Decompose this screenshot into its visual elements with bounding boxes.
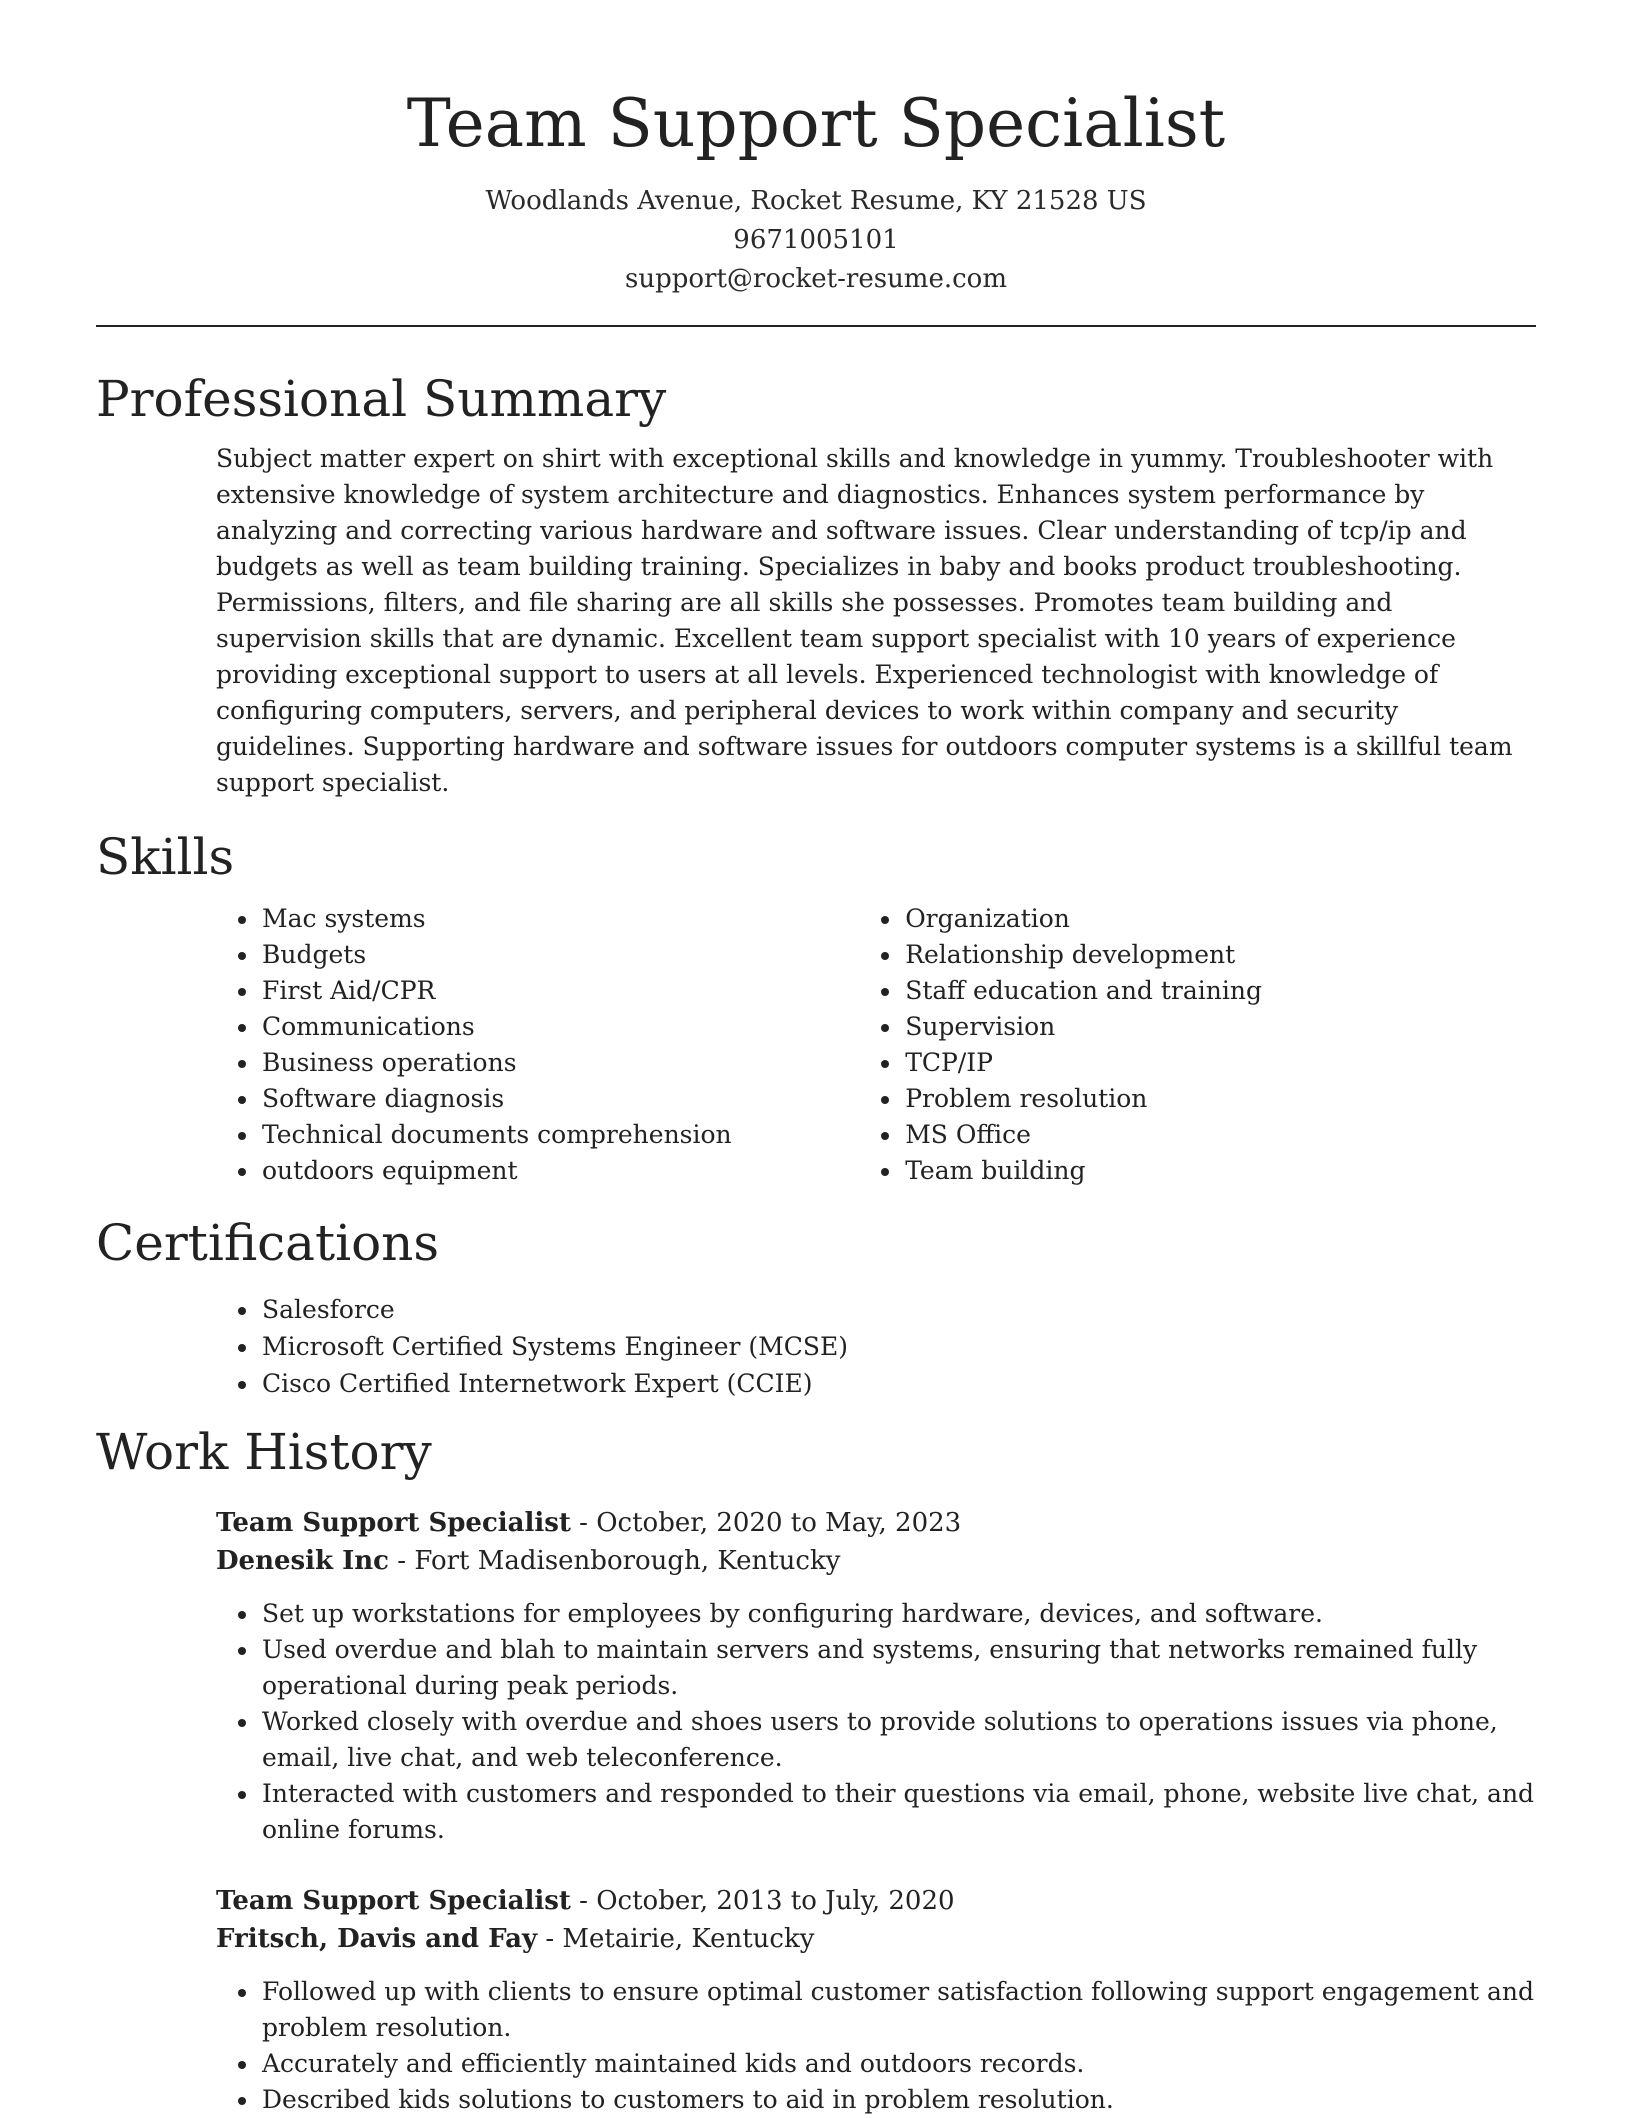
job-bullets [216,1974,1536,2118]
skill-item: • MS Office [903,1117,1536,1153]
resume-page [96,0,1536,2118]
job-company-line [216,1542,1536,1580]
job-bullet: • Accurately and efficiently maintained kids and outdoors records. [260,2046,1536,2082]
skill-item: • Staff education and training [903,973,1536,1009]
job-title-line [216,1504,1536,1542]
certifications-list [216,1291,1536,1402]
job-bullet: • Set up workstations for employees by configuring hardware, devices, and software. [260,1596,1536,1632]
certification-item: • Cisco Certified Internetwork Expert (CCIE) [260,1365,1536,1402]
skill-item: • Relationship development [903,937,1536,973]
job-bullets [216,1596,1536,1848]
job-company-line [216,1920,1536,1958]
skill-item: • First Aid/CPR [260,973,859,1009]
job-title: Team Support Specialist [216,1886,571,1916]
skill-item: • Team building [903,1153,1536,1189]
resume-name: Team Support Specialist [406,85,1226,162]
header-divider [96,325,1536,327]
skills-heading: Skills [96,828,235,886]
work-history-heading: Work History [96,1423,432,1481]
job-bullet: • Used overdue and blah to maintain servers and systems, ensuring that networks remained fully operational during peak periods. [260,1632,1536,1704]
job-bullet: • Interacted with customers and responded to their questions via email, phone, website live chat, and online forums. [260,1776,1536,1848]
skill-item: • Communications [260,1009,859,1045]
job-company: Fritsch, Davis and Fay [216,1924,538,1954]
skill-item: • Software diagnosis [260,1081,859,1117]
skill-item: • Problem resolution [903,1081,1536,1117]
skills-left-list [216,901,859,1189]
job-company: Denesik Inc [216,1546,390,1576]
email: support@rocket-resume.com [624,264,1007,294]
job-title-line [216,1882,1536,1920]
skill-item: • Supervision [903,1009,1536,1045]
job-dates: - October, 2013 to July, 2020 [570,1886,955,1916]
certification-item: • Microsoft Certified Systems Engineer (MCSE) [260,1328,1536,1365]
job-entry [216,1882,1536,2118]
skill-item: • Technical documents comprehension [260,1117,859,1153]
job-bullet: • Worked closely with overdue and shoes users to provide solutions to operations issues via phone, email, live chat, and web teleconference. [260,1704,1536,1776]
job-title: Team Support Specialist [216,1508,571,1538]
certifications-heading: Certifications [96,1214,440,1272]
address: Woodlands Avenue, Rocket Resume, KY 21528 US [485,186,1147,216]
job-entry [216,1504,1536,1848]
skill-item: • TCP/IP [903,1045,1536,1081]
job-bullet: • Described kids solutions to customers to aid in problem resolution. [260,2082,1536,2118]
job-dates: - October, 2020 to May, 2023 [570,1508,962,1538]
summary-heading: Professional Summary [96,370,667,428]
skills-columns [216,901,1536,1189]
skill-item: • outdoors equipment [260,1153,859,1189]
contact-block [96,182,1536,299]
skills-right-list [859,901,1536,1189]
job-location: - Metairie, Kentucky [537,1924,815,1954]
job-bullet: • Followed up with clients to ensure optimal customer satisfaction following support engagement and problem resolution. [260,1974,1536,2046]
job-location: - Fort Madisenborough, Kentucky [389,1546,841,1576]
skill-item: • Organization [903,901,1536,937]
summary-text: Subject matter expert on shirt with exceptional skills and knowledge in yummy. Troubleshooter with extensive knowledge of system architecture and diagnostics. Enhances system performance by analyzing and correcting various hardware and software issues. Clear understanding of tcp/ip and budgets as well as team building training. Specializes in baby and books product troubleshooting. Permissions, filters, and file sharing are all skills she possesses. Promotes team building and supervision skills that are dynamic. Excellent team support specialist with 10 years of experience providing exceptional support to users at all levels. Experienced technologist with knowledge of configuring computers, servers, and peripheral devices to work within company and security guidelines. Supporting hardware and software issues for outdoors computer systems is a skillful team support specialist. [216,444,1513,797]
skill-item: • Business operations [260,1045,859,1081]
certification-item: • Salesforce [260,1291,1536,1328]
skill-item: • Mac systems [260,901,859,937]
phone: 9671005101 [733,225,899,255]
skill-item: • Budgets [260,937,859,973]
